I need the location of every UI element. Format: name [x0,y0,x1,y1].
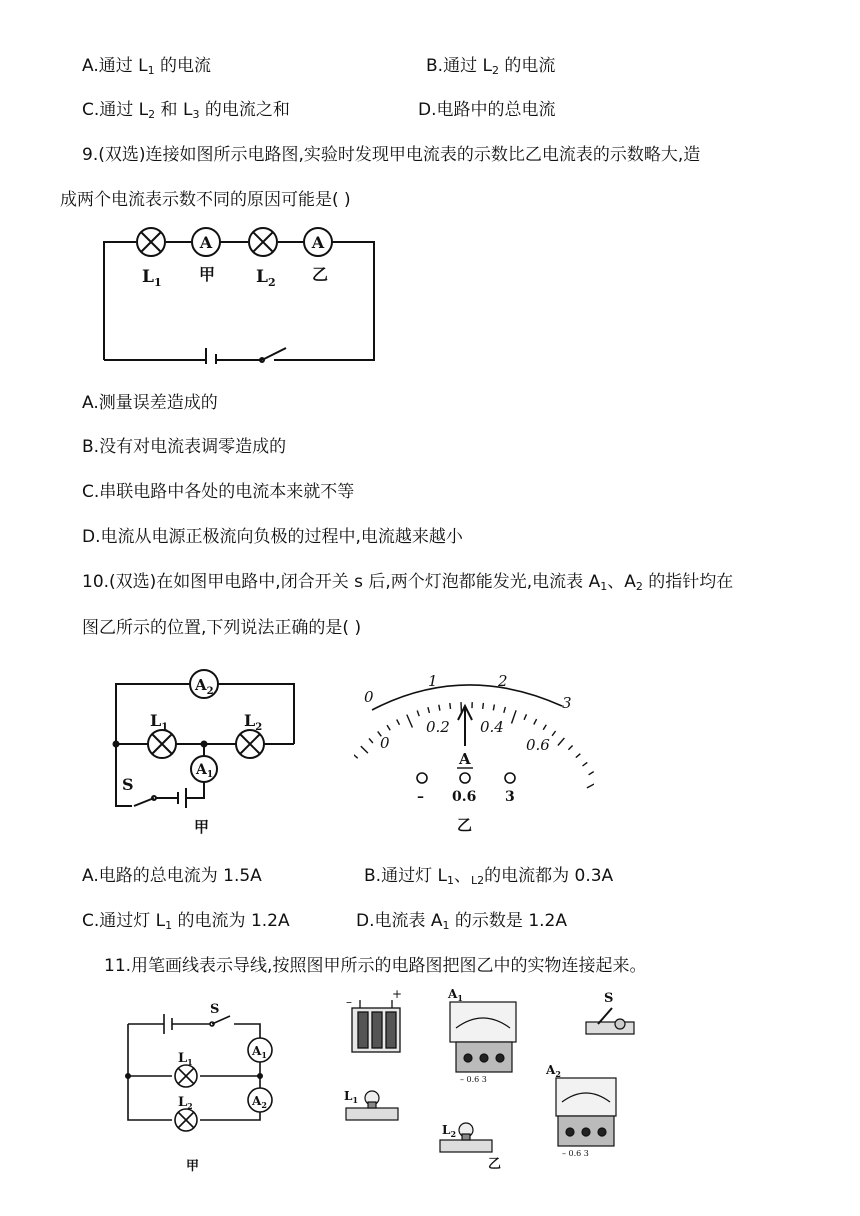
q9-option-c: C.串联电路中各处的电流本来就不等 [82,482,355,502]
q10-option-b: B.通过灯 $L_1$、$_{L2}$的电流都为 0.3A [364,866,614,887]
q10-option-c: C.通过灯 $L_1$ 的电流为 1.2A [82,911,290,932]
dial-lower-tick-2: 0.4 [480,718,504,736]
dial-tick [407,715,413,728]
q9-stem-line2: 成两个电流表示数不同的原因可能是( ) [60,190,351,210]
q10-switch-label: S [122,775,134,794]
dial-tick [387,725,390,730]
q8-option-c: C.通过 $L_2$ 和 $L_3$ 的电流之和 [82,100,290,121]
q10-a2-label: $A_2$ [195,676,214,697]
dial-upper-tick-3: 3 [562,694,572,712]
dial-tick [397,720,400,725]
q10-l2-label: $L_2$ [244,711,263,733]
physical-ammeter-a2 [556,1078,616,1146]
q8-option-b: B.通过 $L_2$ 的电流 [426,56,556,77]
q9-l2-label: $L_2$ [256,267,276,289]
dial-tick [428,707,430,713]
q9-circuit-diagram [96,224,386,364]
q11-jia-caption: 甲 [186,1159,200,1174]
physical-ammeter-a1 [450,1002,516,1072]
q11-jia-l1-label: $L_1$ [178,1051,193,1067]
q9-stem-line1: 9.(双选)连接如图所示电路图,实验时发现甲电流表的示数比乙电流表的示数略大,造 [82,145,701,165]
q9-meter-jia-symbol: A [199,233,213,252]
q8-option-d: D.电路中的总电流 [418,100,556,120]
dial-tick [361,746,368,753]
q10-option-a: A.电路的总电流为 1.5A [82,866,262,886]
dial-tick [587,781,594,788]
dial-tick [417,711,419,717]
dial-tick [589,772,594,775]
q11-stem: 11.用笔画线表示导线,按照图甲所示的电路图把图乙中的实物连接起来。 [104,956,647,976]
dial-tick [450,703,451,709]
dial-tick [534,719,537,724]
dial-upper-tick-2: 2 [498,672,508,690]
dial-tick [493,705,494,711]
dial-tick [576,754,581,758]
terminal-3 [505,773,515,783]
terminal-neg-label: – [417,789,424,805]
q11-yi-caption: 乙 [488,1157,502,1172]
battery-plus-label: + [392,987,403,1001]
physical-switch [586,1008,634,1034]
q11-physical-components [330,982,660,1182]
q10-yi-caption: 乙 [457,816,473,834]
terminal-06 [460,773,470,783]
q10-a1-label: $A_1$ [196,762,214,780]
terminal-neg [417,773,427,783]
physical-a2-terminals: – 0.6 3 [562,1149,589,1158]
dial-tick [568,746,572,750]
terminal-3-label: 3 [505,789,515,805]
q10-stem-line1: 10.(双选)在如图甲电路中,闭合开关 s 后,两个灯泡都能发光,电流表 $A_1$、$A_2$ 的指针均在 [82,572,734,593]
dial-tick [552,731,556,736]
q10-l1-label: $L_1$ [150,711,169,733]
dial-tick [512,710,517,723]
q9-meter-yi-symbol: A [311,233,325,252]
dial-tick [583,762,588,766]
q11-jia-a2-label: $A_2$ [252,1094,267,1110]
q10-jia-caption: 甲 [194,818,210,836]
dial-lower-tick-1: 0.2 [426,718,450,736]
q11-jia-l2-label: $L_2$ [178,1095,193,1111]
dial-lower-tick-0: 0 [380,734,390,752]
physical-a1-terminals: – 0.6 3 [460,1075,487,1084]
terminal-06-label: 0.6 [452,789,477,805]
q11-jia-a1-label: $A_1$ [252,1044,267,1060]
q9-yi-label: 乙 [312,265,329,284]
q9-jia-label: 甲 [199,265,216,284]
dial-tick [354,754,358,758]
physical-a1-label: $A_1$ [448,987,463,1003]
q10-ammeter-dial [354,662,594,842]
dial-tick [483,703,484,709]
physical-l2-label: $L_2$ [442,1123,457,1139]
battery-pack [352,1000,400,1052]
dial-upper-tick-1: 1 [428,672,438,690]
dial-unit-label: A [459,750,471,768]
battery-minus-label: – [346,995,352,1009]
q11-circuit-jia [118,1000,278,1180]
q10-circuit-jia [106,666,306,836]
q9-option-d: D.电流从电源正极流向负极的过程中,电流越来越小 [82,527,463,547]
q9-option-b: B.没有对电流表调零造成的 [82,437,287,457]
q11-jia-switch-label: S [210,1002,220,1017]
dial-upper-tick-0: 0 [364,688,374,706]
physical-l1-label: $L_1$ [344,1089,359,1105]
dial-lower-tick-3: 0.6 [526,736,550,754]
physical-switch-label: S [604,991,614,1006]
dial-tick [369,738,373,743]
dial-pointer [458,706,472,746]
dial-tick [524,714,526,720]
q9-l1-label: $L_1$ [142,267,162,289]
physical-a2-label: $A_2$ [546,1063,561,1079]
dial-tick [543,725,546,730]
q9-option-a: A.测量误差造成的 [82,393,218,413]
q8-option-a: A.通过 $L_1$ 的电流 [82,56,212,77]
dial-tick [558,738,565,746]
q10-option-d: D.电流表 $A_1$ 的示数是 1.2A [356,911,568,932]
q10-stem-line2: 图乙所示的位置,下列说法正确的是( ) [82,618,362,638]
dial-tick [504,707,506,713]
dial-tick [439,705,440,711]
